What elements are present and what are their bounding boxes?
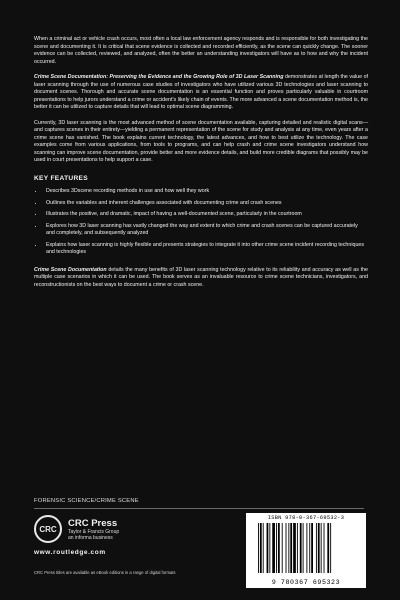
closing-text: details the many benefits of 3D laser scanning technology relative to its reliability and accuracy as well as the multiple case scenarios in which it can be used. The book serves as an invaluable resource to crime scene technicians, investigators, and reconstructionists on the best ways to document a crime or crash scene.	[34, 266, 368, 288]
description-text: demonstrates at length the value of laser scanning through the use of numerous case studies of investigators who have utilized various 3D technologies and laser scanning to document scenes. Thorough and accurate scene documentation is an essential function and proves particularly valuable in courtroom presentations to help jurors understand a crime or accident's likely chain of events. The more advanced a scene documentation method is, the better it can be utilized to capture details that will lead to optimal scene diagramming.	[34, 74, 369, 110]
description-paragraph	[34, 74, 368, 112]
barcode-panel	[246, 513, 366, 588]
short-title: Crime Scene Documentation	[34, 266, 107, 273]
key-features-heading: KEY FEATURES	[34, 174, 88, 182]
book-title: Crime Scene Documentation: Preserving the Evidence and the Growing Role of 3D Laser Scanning	[34, 74, 284, 80]
subject-category: FORENSIC SCIENCE/CRIME SCENE	[34, 498, 139, 504]
isbn-label: ISBN 978-0-367-69532-3	[267, 515, 345, 521]
barcode-number: 9 780367 695323	[271, 579, 341, 586]
publisher-logo	[34, 515, 119, 543]
crc-logo-icon: CRC	[34, 515, 62, 543]
publisher-name: CRC Press	[68, 517, 118, 529]
publisher-tagline: an informa business	[68, 534, 113, 541]
publisher-text	[68, 518, 119, 541]
key-feature-item: • Explains how laser scanning is highly flexible and presents strategies to integrate it into other crime scene incident recording techniques and technologies	[44, 242, 368, 257]
key-feature-item: • Explores how 3D laser scanning has vastly changed the way and extent to which crime and crash scenes can be captured accurately and completely, and subsequently analyzed	[44, 223, 368, 238]
key-feature-item: • Describes 3Dscene recording methods in use and how well they work	[44, 188, 368, 196]
technology-paragraph: Currently, 3D laser scanning is the most advanced method of scene documentation available, capturing detailed and realistic digital scans—and captures scenes in their entirety—yielding a permanent representation of the scene for study and analysis at any time, even years after a crime scene has vanished. The book explains current technology, the latest advances, and how to best utilize the technology. The case examples come from various applications, from tools to programs, and can help crash and crime scene investigators understand how scanning can improve scene documentation, provide better and more evidence details, and build more credible diagrams that possibly may be used in court presentations to help support a case.	[34, 119, 368, 163]
ebook-note: CRC Press titles are available as eBook editions in a range of digital formats	[34, 570, 176, 575]
key-feature-item: • Illustrates the positive, and dramatic, impact of having a well-documented scene, particularly in the courtroom	[44, 211, 368, 219]
barcode-icon	[256, 523, 356, 573]
key-features-list	[34, 188, 368, 257]
closing-paragraph	[34, 267, 368, 290]
back-cover-text	[34, 36, 368, 297]
key-feature-item: • Outlines the variables and inherent challenges associated with documenting crime and crash scenes	[44, 200, 368, 208]
publisher-group: Taylor & Francis Group	[68, 528, 120, 535]
intro-paragraph: When a criminal act or vehicle crash occurs, most often a local law enforcement agency responds and is responsible for both investigating the scene and documenting it. It is critical that scene evidence is collected and recorded efficiently, as the scene can quickly change. The sooner evidence can be collected, reviewed, and analyzed, often the better an understanding investigators will have as to how and why the incident occurred.	[34, 36, 368, 65]
divider	[34, 508, 364, 509]
publisher-url[interactable]: www.routledge.com	[34, 549, 106, 556]
